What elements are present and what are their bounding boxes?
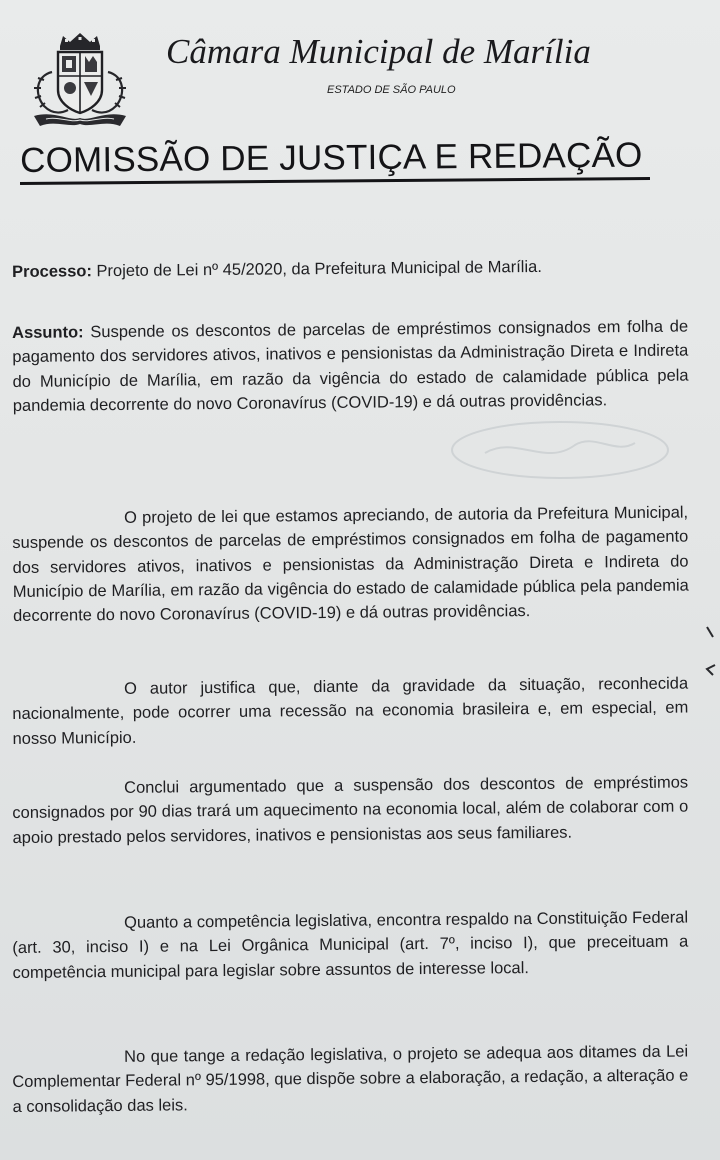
processo-text: Projeto de Lei nº 45/2020, da Prefeitura Municipal de Marília. xyxy=(96,257,542,281)
organization-name: Câmara Municipal de Marília xyxy=(166,32,591,71)
margin-mark-icon xyxy=(703,625,719,685)
paragraph-4: Quanto a competência legislativa, encontra respaldo na Constituição Federal (art. 30, inciso I) e na Lei Orgânica Municipal (art. 7º, inciso I), que preceituam a competência municipal para legislar sobre assuntos de interesse local. xyxy=(12,908,689,982)
municipal-coat-of-arms-icon xyxy=(30,30,130,128)
paragraph-3: Conclui argumentado que a suspensão dos descontos de empréstimos consignados por 90 dias trará um aquecimento na economia local, além de colaborar com o apoio prestado pelos servidores, inativos e pensionistas aos seus familiares. xyxy=(12,773,689,847)
organization-state: ESTADO DE SÃO PAULO xyxy=(327,84,456,96)
faded-stamp-icon xyxy=(445,415,675,485)
assunto-label: Assunto: xyxy=(12,323,84,342)
processo-label: Processo: xyxy=(12,262,92,281)
assunto-text: Suspende os descontos de parcelas de empréstimos consignados em folha de pagamento dos servidores ativos, inativos e pensionistas da Administração Direta e Indireta do Município de Marília, em razão da vigência do estado de calamidade pública pela pandemia decorrente do novo Coronavírus (COVID-19) e dá outras providências. xyxy=(12,317,689,415)
assunto-section xyxy=(12,315,689,419)
processo-section xyxy=(12,254,688,285)
paragraph-1: O projeto de lei que estamos apreciando, de autoria da Prefeitura Municipal, suspende os descontos de parcelas de empréstimos consignados em folha de pagamento dos servidores ativos, inativos e pensionistas da Administração Direta e Indireta do Município de Marília, em razão da vigência do estado de calamidade pública pela pandemia decorrente do novo Coronavírus (COVID-19) e dá outras providências. xyxy=(12,503,689,626)
committee-title: COMISSÃO DE JUSTIÇA E REDAÇÃO xyxy=(20,135,643,180)
paragraph-5: No que tange a redação legislativa, o projeto se adequa aos ditames da Lei Complementar Federal nº 95/1998, que dispõe sobre a elaboração, a redação, a alteração e a consolidação das leis. xyxy=(12,1042,689,1116)
paragraph-2: O autor justifica que, diante da gravidade da situação, reconhecida nacionalmente, pode ocorrer uma recessão na economia brasileira e, em especial, em nosso Município. xyxy=(12,674,689,748)
